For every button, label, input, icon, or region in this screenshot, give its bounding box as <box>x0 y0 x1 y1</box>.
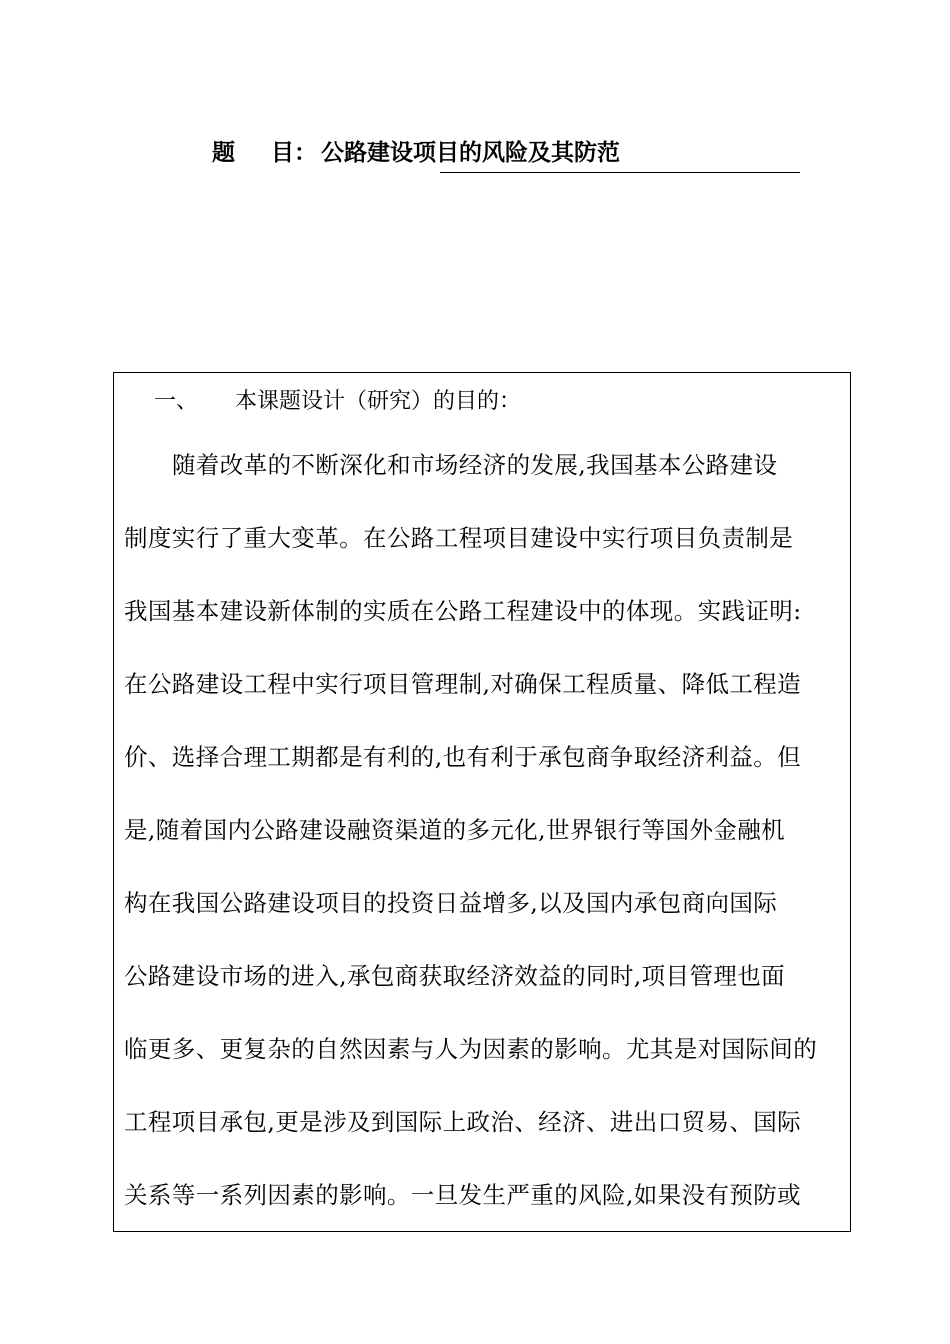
body-line: 制度实行了重大变革。在公路工程项目建设中实行项目负责制是 <box>124 524 794 552</box>
body-line: 我国基本建设新体制的实质在公路工程建设中的体现。实践证明: <box>124 597 802 625</box>
document-title <box>212 130 620 170</box>
title-text: 公路建设项目的风险及其防范 <box>321 139 620 166</box>
section-number: 一、 <box>154 389 199 414</box>
section-heading <box>154 387 521 417</box>
body-line: 在公路建设工程中实行项目管理制,对确保工程质量、降低工程造 <box>124 670 802 698</box>
title-label-char-2: 目： <box>271 139 317 166</box>
body-line: 随着改革的不断深化和市场经济的发展,我国基本公路建设 <box>172 451 778 479</box>
section-heading-text: 本课题设计（研究）的目的： <box>235 389 522 414</box>
title-underline <box>440 172 800 173</box>
body-line: 关系等一系列因素的影响。一旦发生严重的风险,如果没有预防或 <box>124 1181 802 1209</box>
content-box <box>113 372 851 1232</box>
body-paragraph <box>124 445 842 1232</box>
title-label-char-1: 题 <box>212 139 235 166</box>
body-line: 公路建设市场的进入,承包商获取经济效益的同时,项目管理也面 <box>124 962 786 990</box>
body-line: 价、选择合理工期都是有利的,也有利于承包商争取经济利益。但 <box>124 743 802 771</box>
body-line: 工程项目承包,更是涉及到国际上政治、经济、进出口贸易、国际 <box>124 1108 802 1136</box>
body-line: 临更多、更复杂的自然因素与人为因素的影响。尤其是对国际间的 <box>124 1035 818 1063</box>
body-line: 构在我国公路建设项目的投资日益增多,以及国内承包商向国际 <box>124 889 778 917</box>
body-line: 是,随着国内公路建设融资渠道的多元化,世界银行等国外金融机 <box>124 816 786 844</box>
